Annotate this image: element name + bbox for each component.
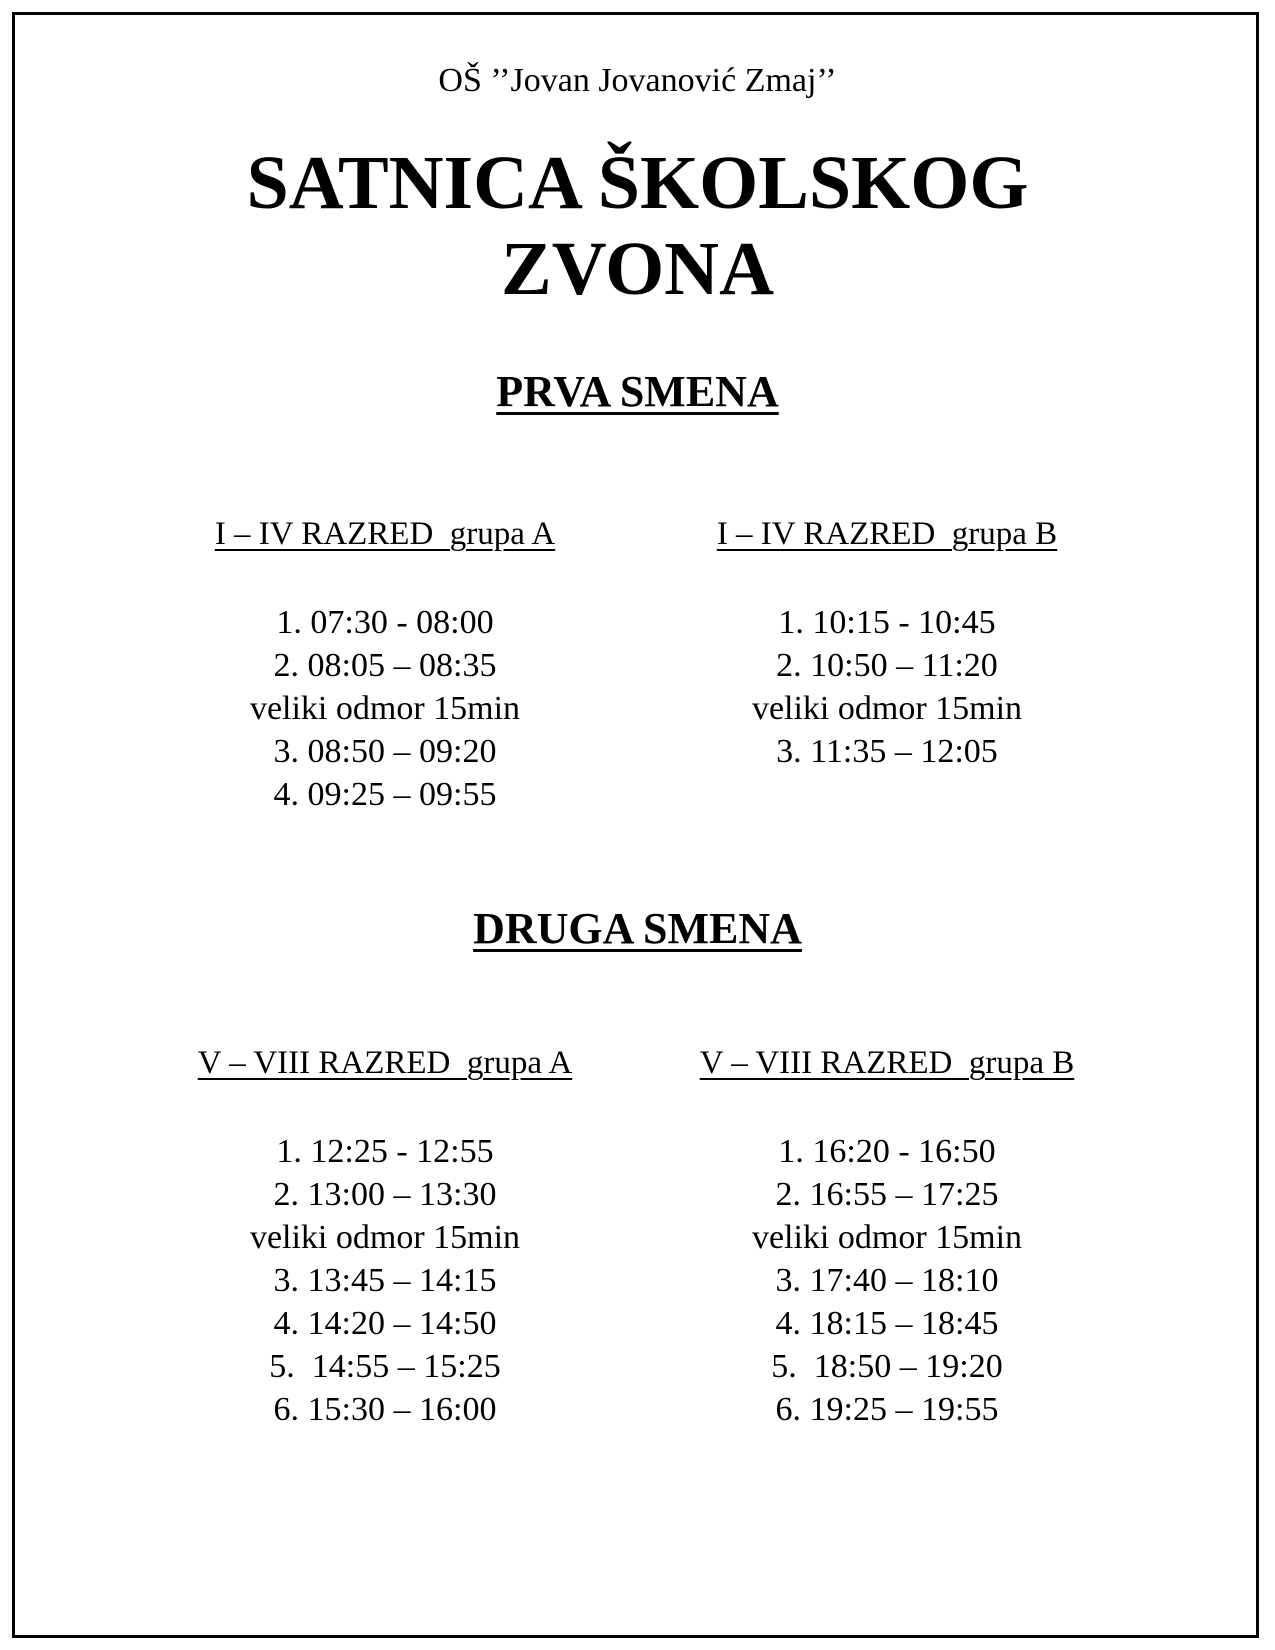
bell-row: 4. 18:15 – 18:45 <box>775 1305 999 1342</box>
bell-row: veliki odmor 15min <box>751 690 1023 727</box>
bell-row: 2. 10:50 – 11:20 <box>776 647 998 684</box>
bell-row: 2. 08:05 – 08:35 <box>273 647 497 684</box>
bell-row: 5. 18:50 – 19:20 <box>771 1348 1003 1385</box>
group-heading: V – VIII RAZRED grupa A <box>197 1045 573 1081</box>
bell-list <box>165 601 605 816</box>
group-heading: V – VIII RAZRED grupa B <box>699 1045 1075 1081</box>
group-heading: I – IV RAZRED grupa A <box>214 516 556 552</box>
group-heading: I – IV RAZRED grupa B <box>716 516 1058 552</box>
school-name: OŠ ’’Jovan Jovanović Zmaj’’ <box>438 62 837 99</box>
title-line-2: ZVONA <box>501 227 774 311</box>
bell-row: 1. 16:20 - 16:50 <box>778 1133 996 1170</box>
shift-title-second: DRUGA SMENA <box>473 904 802 953</box>
bell-row: veliki odmor 15min <box>751 1219 1023 1256</box>
bell-row: 6. 15:30 – 16:00 <box>273 1391 497 1428</box>
page-title <box>0 140 1275 312</box>
schedule-first-shift-group-b <box>667 516 1107 773</box>
schedule-first-shift-group-a <box>165 516 605 816</box>
bell-row: 1. 12:25 - 12:55 <box>276 1133 494 1170</box>
bell-row: 1. 10:15 - 10:45 <box>778 604 996 641</box>
bell-row: 4. 14:20 – 14:50 <box>273 1305 497 1342</box>
shift-title-first: PRVA SMENA <box>496 367 779 416</box>
bell-row: 2. 16:55 – 17:25 <box>775 1176 999 1213</box>
bell-row: 5. 14:55 – 15:25 <box>269 1348 501 1385</box>
bell-row: 2. 13:00 – 13:30 <box>273 1176 497 1213</box>
bell-row: 3. 08:50 – 09:20 <box>273 733 497 770</box>
bell-list <box>662 1130 1112 1431</box>
bell-row: 3. 17:40 – 18:10 <box>775 1262 999 1299</box>
bell-row: 1. 07:30 - 08:00 <box>276 604 494 641</box>
bell-row: 3. 13:45 – 14:15 <box>273 1262 497 1299</box>
bell-list <box>160 1130 610 1431</box>
bell-row: veliki odmor 15min <box>249 1219 521 1256</box>
schedule-second-shift-group-a <box>160 1045 610 1431</box>
title-line-1: SATNICA ŠKOLSKOG <box>246 141 1029 225</box>
bell-row: 6. 19:25 – 19:55 <box>775 1391 999 1428</box>
schedule-second-shift-group-b <box>662 1045 1112 1431</box>
bell-list <box>667 601 1107 773</box>
bell-row: veliki odmor 15min <box>249 690 521 727</box>
bell-row: 4. 09:25 – 09:55 <box>273 776 497 813</box>
bell-row: 3. 11:35 – 12:05 <box>776 733 998 770</box>
